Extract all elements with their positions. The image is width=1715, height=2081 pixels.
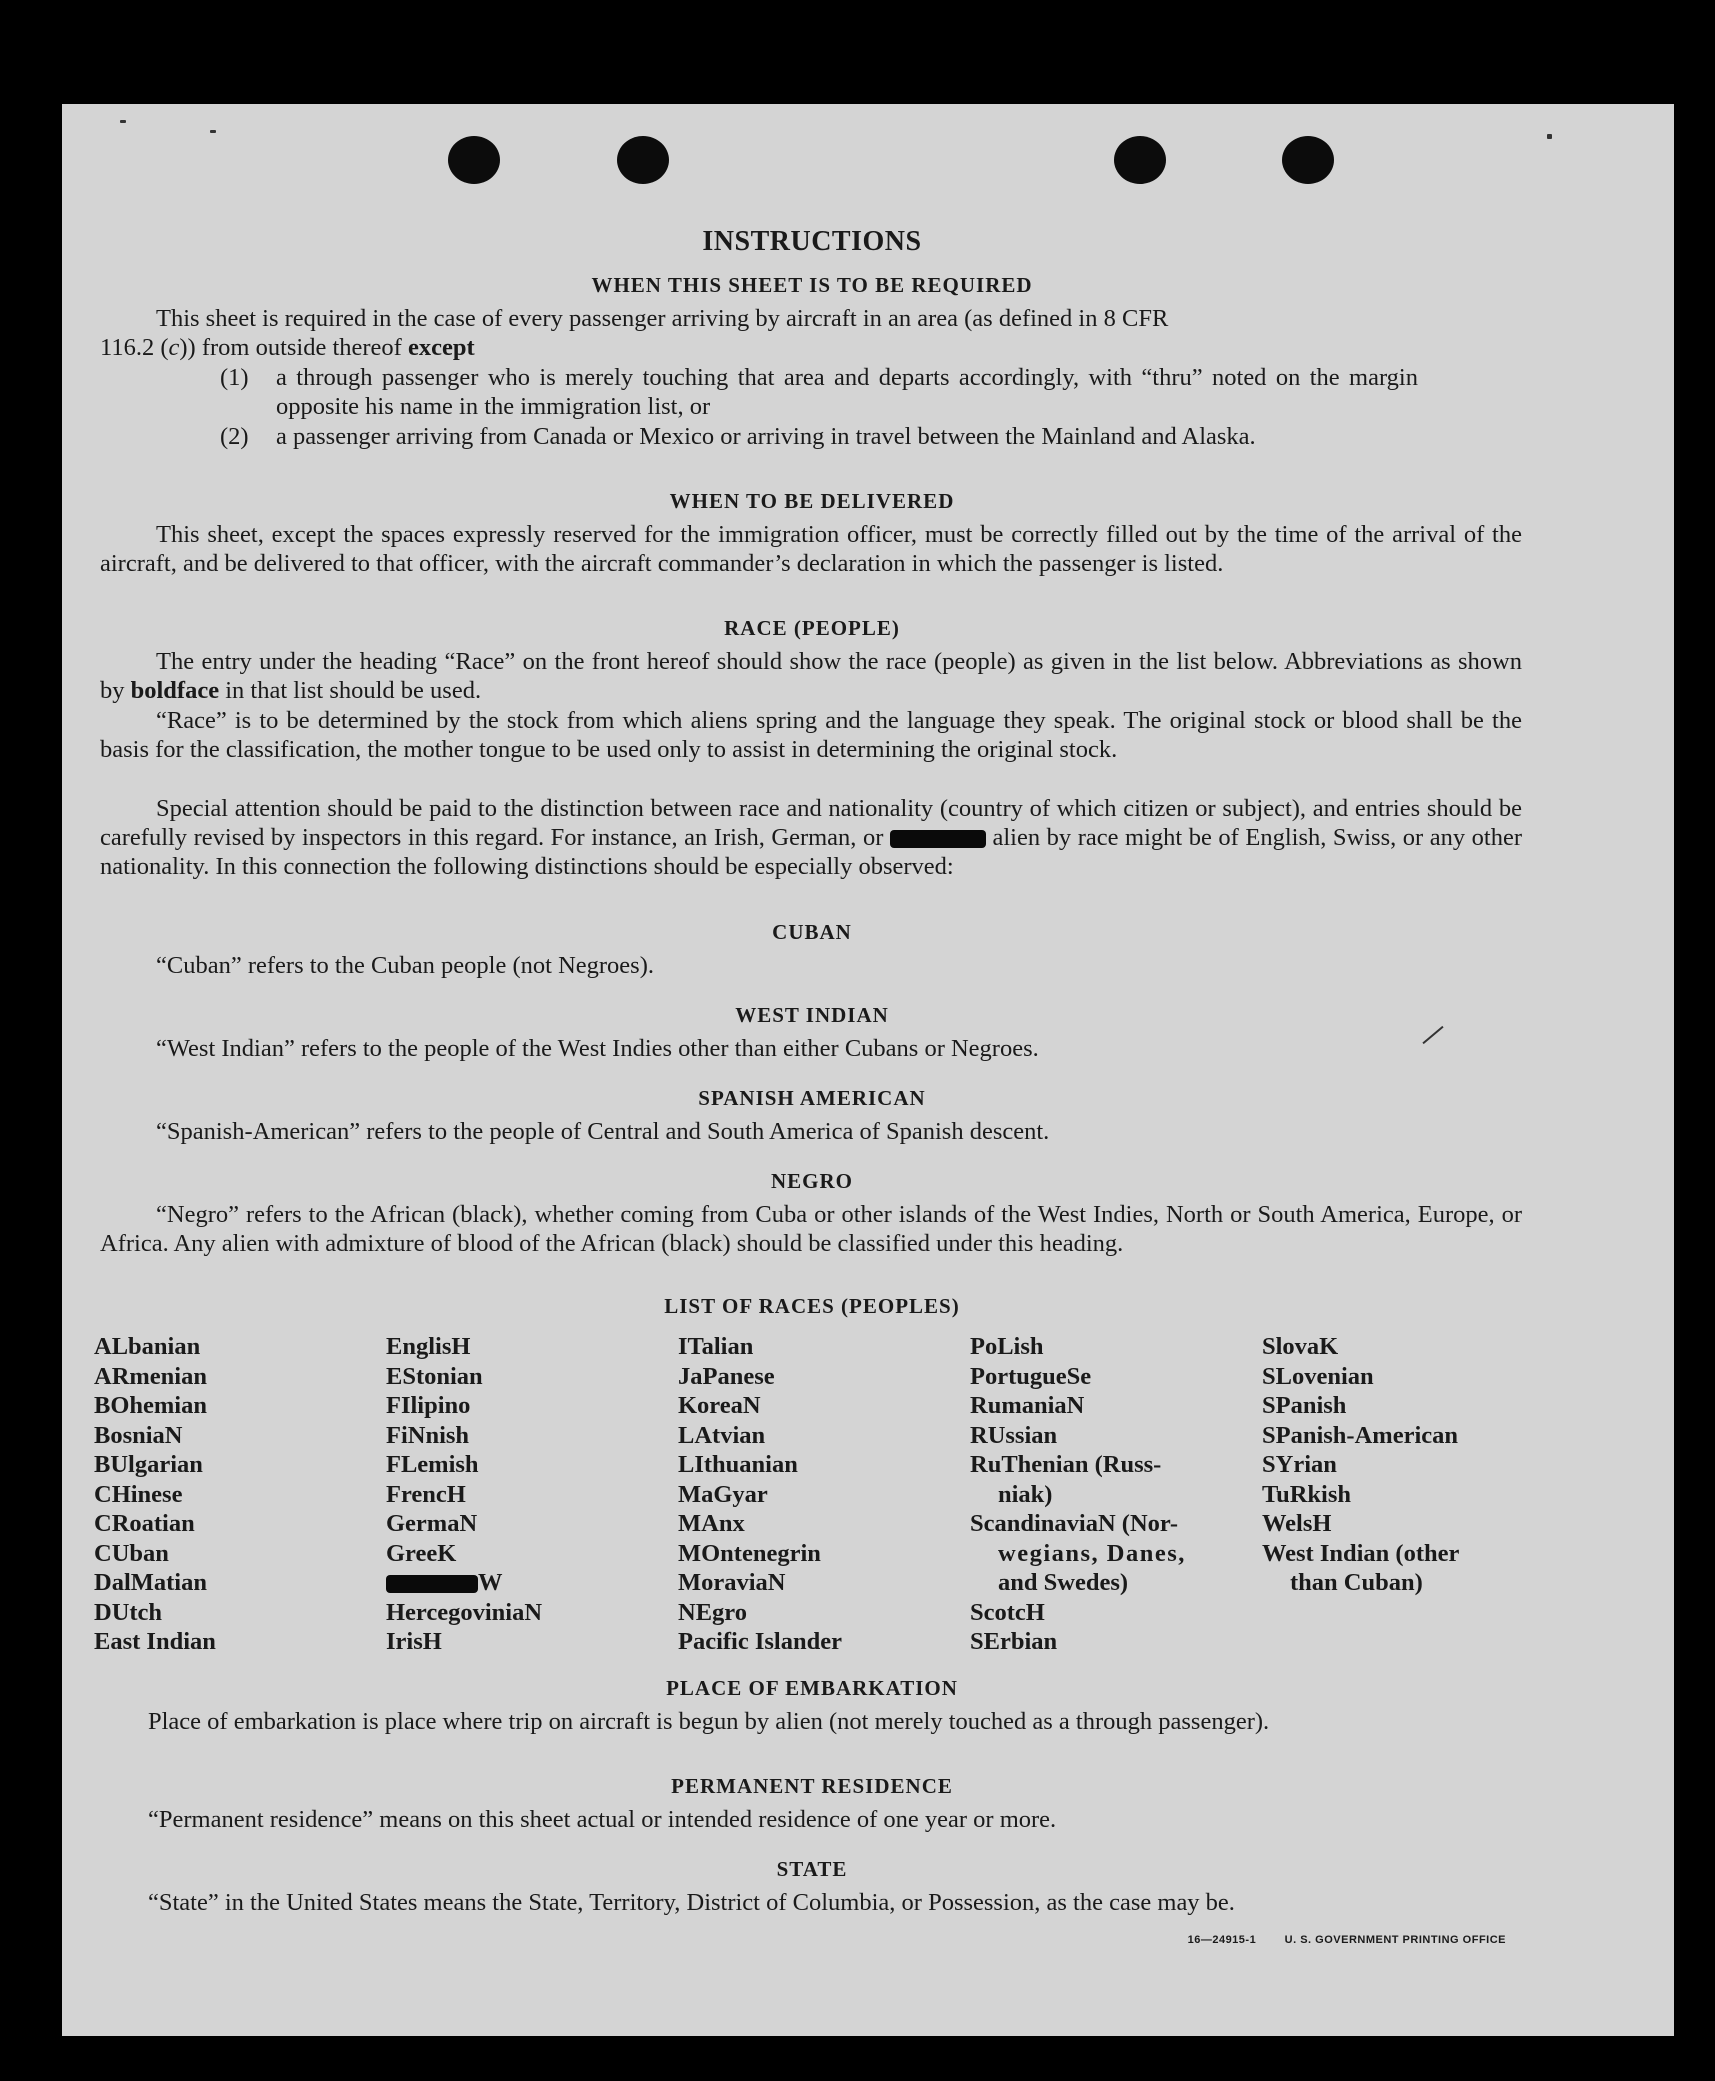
race-item: PoLish [970, 1333, 1044, 1360]
race-item-continued: and Swedes) [998, 1569, 1129, 1596]
page-title: INSTRUCTIONS [702, 226, 922, 257]
race-item: LIthuanian [678, 1451, 798, 1478]
race-paragraph-1 [100, 647, 1522, 705]
race-item: FrencH [386, 1480, 466, 1508]
intro-line1: This sheet is required in the case of every passenger arriving by aircraft in an area (as defined in 8 CFR [156, 305, 1169, 332]
race-p1-end: in that list should be used. [219, 677, 482, 704]
race-item: DalMatian [94, 1569, 207, 1596]
punch-hole [448, 136, 500, 184]
redacted-suffix: W [478, 1569, 503, 1596]
race-p3-start: Special attention should be paid to the distinction between race and nationality (country of which citizen or subject), and entries should be carefully revised by inspectors in this regard. For instance, an Irish, German, or [100, 795, 1522, 851]
race-paragraph-2: “Race” is to be determined by the stock from which aliens spring and the language they speak. The original stock or blood shall be the basis for the classification, the mother tongue to be used only to assist in determining the original stock. [100, 707, 1522, 763]
race-item: Pacific Islander [678, 1628, 842, 1655]
race-item: SPanish [1262, 1392, 1347, 1419]
race-item: CRoatian [94, 1510, 195, 1537]
race-item: East Indian [94, 1628, 216, 1655]
intro-line2-start: 116.2 ( [100, 334, 169, 361]
race-item: DUtch [94, 1598, 163, 1626]
state-text: “State” in the United States means the State, Territory, District of Columbia, or Possession, as the case may be. [148, 1889, 1235, 1916]
embarkation-text: Place of embarkation is place where trip on aircraft is begun by alien (not merely touched as a through passenger). [148, 1708, 1270, 1735]
document-page [62, 104, 1674, 2036]
race-item: ARmenian [94, 1362, 207, 1390]
race-item: RuThenian (Russ- [970, 1451, 1162, 1478]
west-indian-text: “West Indian” refers to the people of the West Indies other than either Cubans or Negroes. [156, 1035, 1039, 1062]
race-item: SLovenian [1262, 1362, 1374, 1390]
spanish-american-text: “Spanish-American” refers to the people of Central and South America of Spanish descent. [156, 1118, 1050, 1145]
race-item: West Indian (other [1262, 1539, 1460, 1567]
race-item: MaGyar [678, 1480, 768, 1508]
race-item-continued: than Cuban) [1290, 1569, 1423, 1596]
section-heading-when-delivered: WHEN TO BE DELIVERED [669, 489, 955, 513]
punch-hole [1114, 136, 1166, 184]
race-item: IrisH [386, 1628, 442, 1655]
race-item: SErbian [970, 1628, 1058, 1655]
race-item: EnglisH [386, 1333, 471, 1360]
section-heading-residence: PERMANENT RESIDENCE [671, 1774, 953, 1798]
section-heading-state: STATE [776, 1857, 848, 1881]
race-item: RumaniaN [970, 1392, 1085, 1419]
race-item: BosniaN [94, 1421, 183, 1449]
residence-text: “Permanent residence” means on this sheet actual or intended residence of one year or more. [148, 1806, 1057, 1833]
race-item: MAnx [678, 1510, 745, 1537]
item2-number: (2) [220, 423, 249, 450]
race-item: ScandinaviaN (Nor- [970, 1510, 1179, 1537]
race-item: CUban [94, 1539, 169, 1567]
race-item: FLemish [386, 1451, 479, 1478]
race-item: PortugueSe [970, 1362, 1092, 1390]
when-required-intro [100, 304, 1522, 333]
punch-hole [1282, 136, 1334, 184]
races-column-2a [386, 1332, 636, 1568]
race-item: ALbanian [94, 1333, 201, 1360]
scan-speck [210, 130, 216, 133]
punch-hole [617, 136, 669, 184]
when-delivered-text: This sheet, except the spaces expressly reserved for the immigration officer, must be correctly filled out by the time of the arrival of the aircraft, and be delivered to that officer, with the aircraft commander’s declaration in which the passenger is listed. [100, 521, 1522, 577]
redaction-block [386, 1575, 478, 1593]
races-column-2 [386, 1332, 636, 1657]
negro-text: “Negro” refers to the African (black), whether coming from Cuba or other islands of the West Indies, North or South America, Europe, or Africa. Any alien with admixture of blood of the African (black) should be classified under this heading. [100, 1201, 1522, 1257]
race-item: SYrian [1262, 1451, 1337, 1478]
race-item: LAtvian [678, 1421, 766, 1449]
section-heading-west-indian: WEST INDIAN [735, 1003, 889, 1027]
section-heading-embarkation: PLACE OF EMBARKATION [666, 1676, 958, 1700]
item1-number: (1) [220, 364, 249, 391]
printer-imprint: U. S. GOVERNMENT PRINTING OFFICE [1284, 1934, 1506, 1946]
race-item: TuRkish [1262, 1480, 1352, 1508]
section-heading-spanish-american: SPANISH AMERICAN [698, 1086, 926, 1110]
section-heading-list-of-races: LIST OF RACES (PEOPLES) [664, 1294, 960, 1318]
race-item: RUssian [970, 1421, 1058, 1449]
race-item: NEgro [678, 1598, 747, 1626]
race-item: SlovaK [1262, 1333, 1339, 1360]
race-item: FIlipino [386, 1392, 471, 1419]
race-item-redacted [386, 1568, 636, 1598]
item1-text: a through passenger who is merely touching that area and departs accordingly, with “thru” noted on the margin opposite his name in the immigration list, or [276, 364, 1418, 420]
races-column-5a [1262, 1332, 1512, 1568]
race-p3-end: alien by race might be of English, Swiss, or any other nationality. In this connection the following distinctions should be especially observed: [100, 824, 1522, 880]
race-item-continued: wegians, Danes, [998, 1539, 1186, 1567]
race-item: KoreaN [678, 1392, 761, 1419]
race-item: JaPanese [678, 1362, 775, 1390]
race-p1-start: The entry under the heading “Race” on the front hereof should show the race (people) as given in the list below. Abbreviations as shown by [100, 648, 1522, 704]
race-item: ScotcH [970, 1598, 1045, 1626]
cuban-text: “Cuban” refers to the Cuban people (not Negroes). [156, 952, 654, 979]
section-heading-when-required: WHEN THIS SHEET IS TO BE REQUIRED [591, 273, 1033, 297]
intro-line2-mid: )) from outside thereof [179, 334, 408, 361]
races-column-4c [970, 1598, 1220, 1657]
intro-line2-c: c [168, 334, 180, 361]
section-heading-cuban: CUBAN [772, 920, 852, 944]
race-item: SPanish-American [1262, 1421, 1458, 1449]
race-item: EStonian [386, 1362, 483, 1390]
race-item: MoraviaN [678, 1569, 786, 1596]
scan-speck [120, 120, 126, 123]
section-heading-negro: NEGRO [770, 1169, 853, 1193]
race-p1-bold: boldface [130, 677, 220, 704]
when-required-intro-line2 [100, 333, 1522, 362]
race-item: BUlgarian [94, 1451, 203, 1478]
race-item-continued: niak) [998, 1480, 1053, 1508]
race-item: GreeK [386, 1539, 457, 1567]
section-heading-race: RACE (PEOPLE) [724, 616, 900, 640]
race-item: MOntenegrin [678, 1539, 821, 1567]
race-item: BOhemian [94, 1392, 207, 1419]
race-item: GermaN [386, 1510, 478, 1537]
redaction-block [890, 830, 986, 848]
race-item: FiNnish [386, 1421, 470, 1449]
races-column-1 [94, 1332, 344, 1657]
races-column-3 [678, 1332, 928, 1657]
race-item: ITalian [678, 1333, 754, 1360]
footer [1188, 1934, 1506, 1946]
race-item: CHinese [94, 1480, 183, 1508]
item2-text: a passenger arriving from Canada or Mexico or arriving in travel between the Mainland and Alaska. [276, 423, 1256, 450]
races-column-5 [1262, 1332, 1512, 1598]
form-number: 16—24915-1 [1187, 1934, 1257, 1946]
race-item: WelsH [1262, 1510, 1332, 1537]
race-paragraph-3 [100, 794, 1522, 881]
races-column-2b [386, 1598, 636, 1657]
race-item: HercegoviniaN [386, 1598, 543, 1626]
scan-speck [1547, 134, 1552, 139]
races-column-4a [970, 1332, 1220, 1480]
races-column-4 [970, 1332, 1220, 1657]
intro-except: except [407, 334, 475, 361]
